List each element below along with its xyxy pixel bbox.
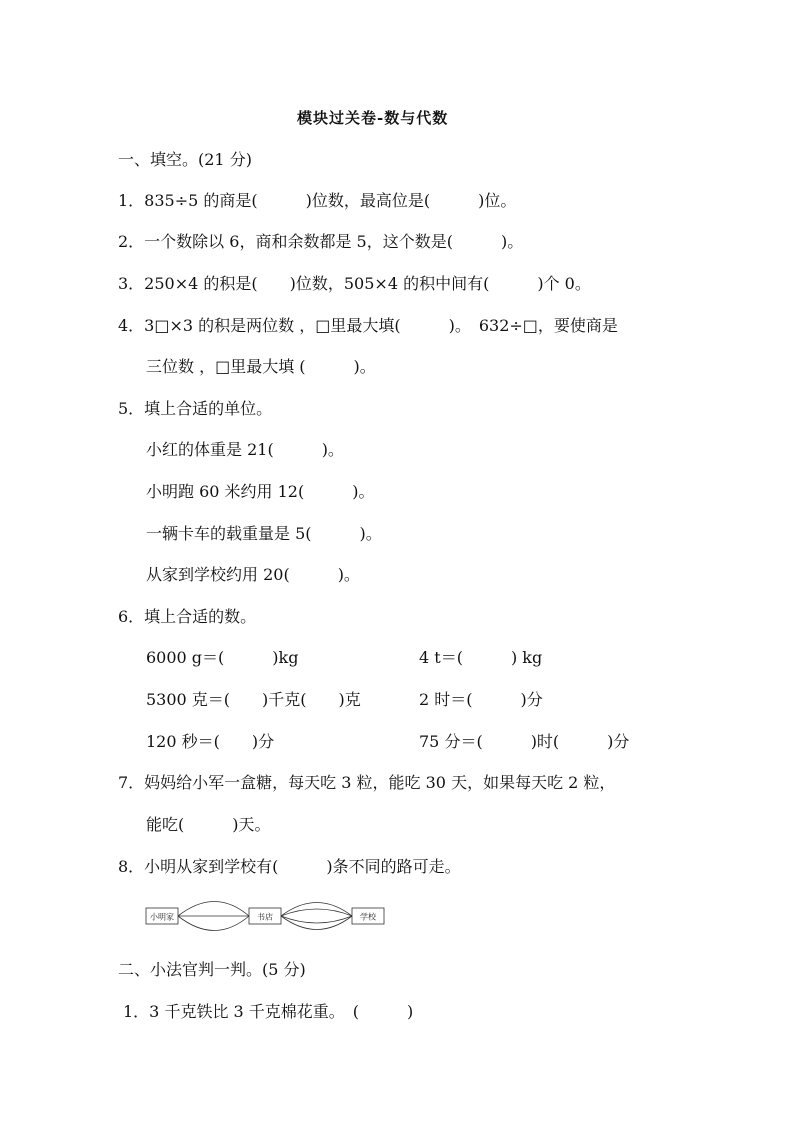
home-label: 小明家	[150, 912, 174, 922]
question-4-line-1: 4．3□×3 的积是两位数 ，□里最大填( )。 632÷□，要使商是	[118, 316, 618, 335]
route-line	[178, 916, 249, 931]
route-line	[281, 916, 352, 923]
judge-question-1: 1．3 千克铁比 3 千克棉花重。 ( )	[123, 1002, 414, 1021]
question-6-left-item: 6000 g＝( )kg	[146, 648, 299, 667]
bookstore-label: 书店	[257, 912, 273, 922]
section-heading-fill-in: 一、填空。(21 分)	[118, 150, 252, 169]
section-heading-true-false: 二、小法官判一判。(5 分)	[118, 960, 306, 979]
question-2: 2．一个数除以 6，商和余数都是 5，这个数是( )。	[118, 232, 524, 251]
question-5-item: 小红的体重是 21( )。	[146, 440, 344, 459]
question-6-right-item: 2 时＝( )分	[419, 690, 543, 709]
school-label: 学校	[360, 912, 376, 922]
route-line	[178, 902, 249, 917]
question-6-left-item: 5300 克＝( )千克( )克	[146, 690, 361, 709]
question-5-item: 小明跑 60 米约用 12( )。	[146, 482, 375, 501]
question-5-item: 一辆卡车的载重量是 5( )。	[146, 524, 382, 543]
page-title: 模块过关卷-数与代数	[297, 109, 449, 127]
question-6-heading: 6．填上合适的数。	[118, 607, 257, 626]
route-line	[281, 909, 352, 916]
question-8: 8．小明从家到学校有( )条不同的路可走。	[118, 857, 461, 876]
question-7-line-1: 7．妈妈给小军一盒糖，每天吃 3 粒，能吃 30 天，如果每天吃 2 粒，	[118, 773, 616, 792]
question-1: 1．835÷5 的商是( )位数，最高位是( )位。	[118, 191, 517, 210]
question-5-heading: 5．填上合适的单位。	[118, 399, 273, 418]
route-diagram	[145, 895, 390, 945]
question-6-right-item: 4 t＝( ) kg	[419, 648, 543, 667]
question-6-left-item: 120 秒＝( )分	[146, 732, 275, 751]
question-6-right-item: 75 分＝( )时( )分	[419, 732, 630, 751]
question-7-line-2: 能吃( )天。	[146, 815, 271, 834]
question-5-item: 从家到学校约用 20( )。	[146, 565, 360, 584]
question-4-line-2: 三位数 ，□里最大填 ( )。	[146, 357, 376, 376]
question-3: 3．250×4 的积是( )位数，505×4 的积中间有( )个 0。	[118, 274, 591, 293]
